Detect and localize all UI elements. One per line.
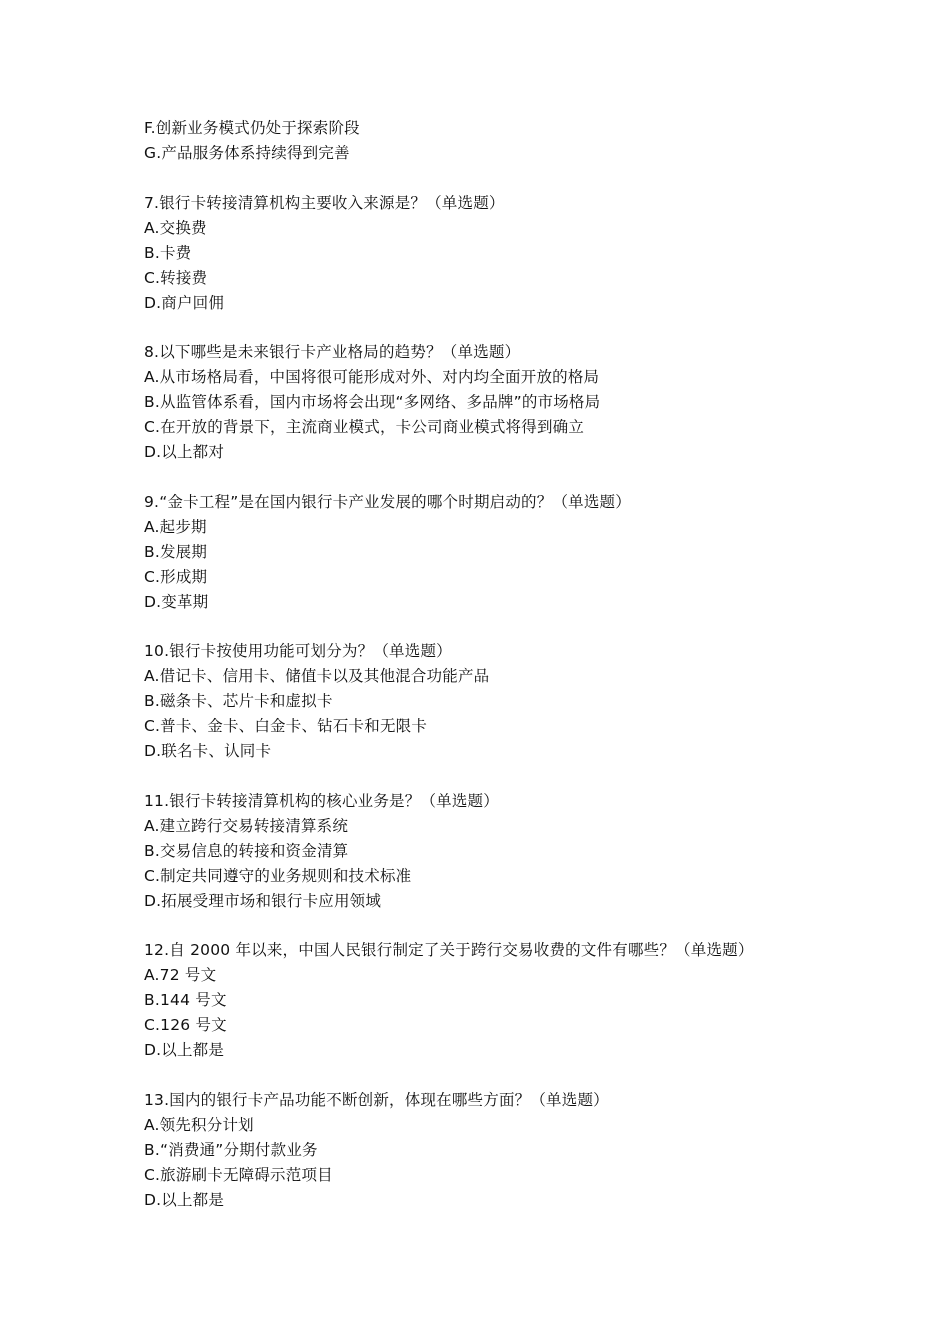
question-13-option-d: D.以上都是 bbox=[144, 1190, 225, 1209]
question-10-option-c: C.普卡、金卡、白金卡、钻石卡和无限卡 bbox=[144, 717, 428, 735]
question-7-text: 7.银行卡转接清算机构主要收入来源是？（单选题） bbox=[144, 193, 505, 212]
question-11-option-b: B.交易信息的转接和资金清算 bbox=[144, 841, 349, 860]
question-8-option-d: D.以上都对 bbox=[144, 443, 225, 461]
question-9-option-b: B.发展期 bbox=[144, 542, 208, 561]
question-8-option-b: B.从监管体系看，国内市场将会出现“多网络、多品牌”的市场格局 bbox=[144, 393, 601, 411]
question-9-option-d: D.变革期 bbox=[144, 592, 209, 611]
question-13-option-c: C.旅游刷卡无障碍示范项目 bbox=[144, 1165, 333, 1184]
option-g: G.产品服务体系持续得到完善 bbox=[144, 144, 350, 162]
question-10-option-b: B.磁条卡、芯片卡和虚拟卡 bbox=[144, 692, 333, 710]
question-9-option-c: C.形成期 bbox=[144, 567, 208, 586]
question-block-8 bbox=[144, 340, 864, 465]
question-7-option-b: B.卡费 bbox=[144, 243, 192, 262]
question-11-option-a: A.建立跨行交易转接清算系统 bbox=[144, 816, 349, 835]
question-10-option-d: D.联名卡、认同卡 bbox=[144, 742, 272, 760]
question-12-option-d: D.以上都是 bbox=[144, 1041, 225, 1059]
option-f: F.创新业务模式仍处于探索阶段 bbox=[144, 119, 360, 137]
question-11-option-c: C.制定共同遵守的业务规则和技术标准 bbox=[144, 866, 412, 885]
question-10-option-a: A.借记卡、信用卡、储值卡以及其他混合功能产品 bbox=[144, 667, 490, 685]
question-block-10 bbox=[144, 639, 864, 764]
question-13-option-a: A.领先积分计划 bbox=[144, 1115, 254, 1134]
question-block-11 bbox=[144, 789, 864, 914]
question-block-continued bbox=[144, 116, 864, 166]
question-7-option-a: A.交换费 bbox=[144, 218, 207, 237]
question-block-7 bbox=[144, 191, 864, 316]
question-12-text: 12.自 2000 年以来，中国人民银行制定了关于跨行交易收费的文件有哪些？（单选题） bbox=[144, 941, 754, 959]
question-8-text: 8.以下哪些是未来银行卡产业格局的趋势？（单选题） bbox=[144, 343, 521, 361]
question-block-12 bbox=[144, 938, 864, 1063]
question-12-option-b: B.144 号文 bbox=[144, 991, 227, 1009]
document-page bbox=[144, 116, 864, 1237]
question-11-option-d: D.拓展受理市场和银行卡应用领域 bbox=[144, 891, 382, 910]
question-9-text: 9.“金卡工程”是在国内银行卡产业发展的哪个时期启动的？（单选题） bbox=[144, 492, 631, 511]
question-7-option-d: D.商户回佣 bbox=[144, 293, 225, 312]
question-8-option-a: A.从市场格局看，中国将很可能形成对外、对内均全面开放的格局 bbox=[144, 368, 600, 386]
question-8-option-c: C.在开放的背景下，主流商业模式，卡公司商业模式将得到确立 bbox=[144, 418, 585, 436]
question-7-option-c: C.转接费 bbox=[144, 268, 208, 287]
question-12-option-a: A.72 号文 bbox=[144, 966, 217, 984]
question-9-option-a: A.起步期 bbox=[144, 517, 207, 536]
question-13-text: 13.国内的银行卡产品功能不断创新，体现在哪些方面？（单选题） bbox=[144, 1090, 609, 1109]
question-10-text: 10.银行卡按使用功能可划分为？（单选题） bbox=[144, 642, 452, 660]
question-11-text: 11.银行卡转接清算机构的核心业务是？（单选题） bbox=[144, 791, 499, 810]
question-13-option-b: B.“消费通”分期付款业务 bbox=[144, 1140, 318, 1159]
question-12-option-c: C.126 号文 bbox=[144, 1016, 227, 1034]
question-block-9 bbox=[144, 490, 864, 615]
question-block-13 bbox=[144, 1088, 864, 1213]
